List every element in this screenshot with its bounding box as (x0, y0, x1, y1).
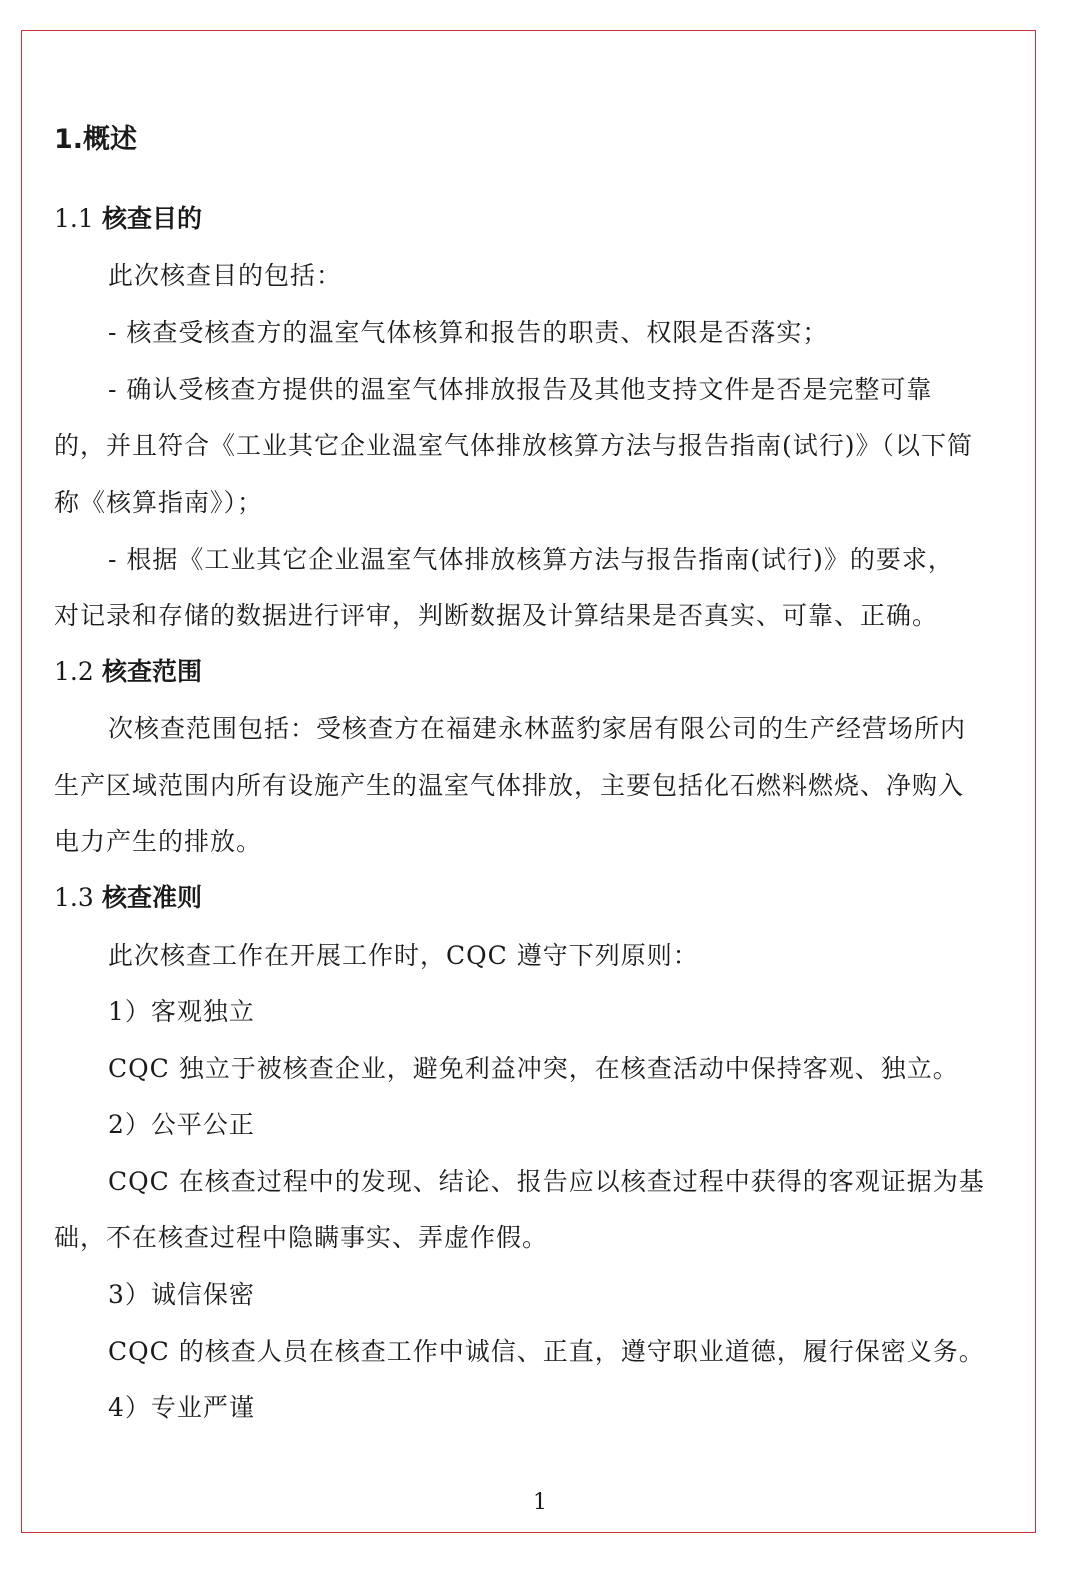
subsection-number: 1.1 (54, 204, 94, 233)
subsection-number: 1.3 (54, 883, 94, 912)
subsection-heading-scope (54, 656, 202, 688)
paragraph-line: 生产区域范围内所有设施产生的温室气体排放，主要包括化石燃料燃烧、净购入 (54, 771, 965, 800)
principle-title: 4）专业严谨 (108, 1393, 255, 1422)
paragraph-line: 对记录和存储的数据进行评审，判断数据及计算结果是否真实、可靠、正确。 (54, 601, 939, 630)
subsection-number: 1.2 (54, 657, 94, 686)
subsection-title: 核查范围 (102, 657, 203, 686)
page-number: 1 (533, 1490, 547, 1515)
paragraph-line: CQC 的核查人员在核查工作中诚信、正直，遵守职业道德，履行保密义务。 (108, 1337, 985, 1366)
bullet-item: - 确认受核查方提供的温室气体排放报告及其他支持文件是否是完整可靠 (108, 375, 933, 404)
paragraph-line: 此次核查工作在开展工作时，CQC 遵守下列原则： (108, 941, 699, 970)
bullet-item: - 核查受核查方的温室气体核算和报告的职责、权限是否落实； (108, 318, 829, 347)
subsection-heading-criteria (54, 882, 202, 914)
paragraph-line: 称《核算指南》）； (54, 488, 264, 517)
subsection-title: 核查目的 (102, 204, 203, 233)
section-heading (54, 124, 137, 156)
section-title: 1.概述 (54, 124, 138, 155)
principle-title: 3）诚信保密 (108, 1280, 255, 1309)
paragraph-line: 础，不在核查过程中隐瞒事实、弄虚作假。 (54, 1223, 549, 1252)
subsection-heading-purpose (54, 203, 202, 235)
paragraph-line: 电力产生的排放。 (54, 827, 263, 856)
paragraph-line: CQC 独立于被核查企业，避免利益冲突，在核查活动中保持客观、独立。 (108, 1054, 959, 1083)
paragraph-line: 次核查范围包括：受核查方在福建永林蓝豹家居有限公司的生产经营场所内 (108, 714, 967, 743)
paragraph-line: CQC 在核查过程中的发现、结论、报告应以核查过程中获得的客观证据为基 (108, 1167, 985, 1196)
subsection-title: 核查准则 (102, 883, 203, 912)
bullet-item: - 根据《工业其它企业温室气体排放核算方法与报告指南(试行)》的要求， (108, 545, 954, 574)
paragraph-line: 此次核查目的包括： (108, 261, 343, 290)
principle-title: 1）客观独立 (108, 997, 255, 1026)
paragraph-line: 的，并且符合《工业其它企业温室气体排放核算方法与报告指南(试行)》（以下简 (54, 431, 974, 460)
principle-title: 2）公平公正 (108, 1110, 255, 1139)
